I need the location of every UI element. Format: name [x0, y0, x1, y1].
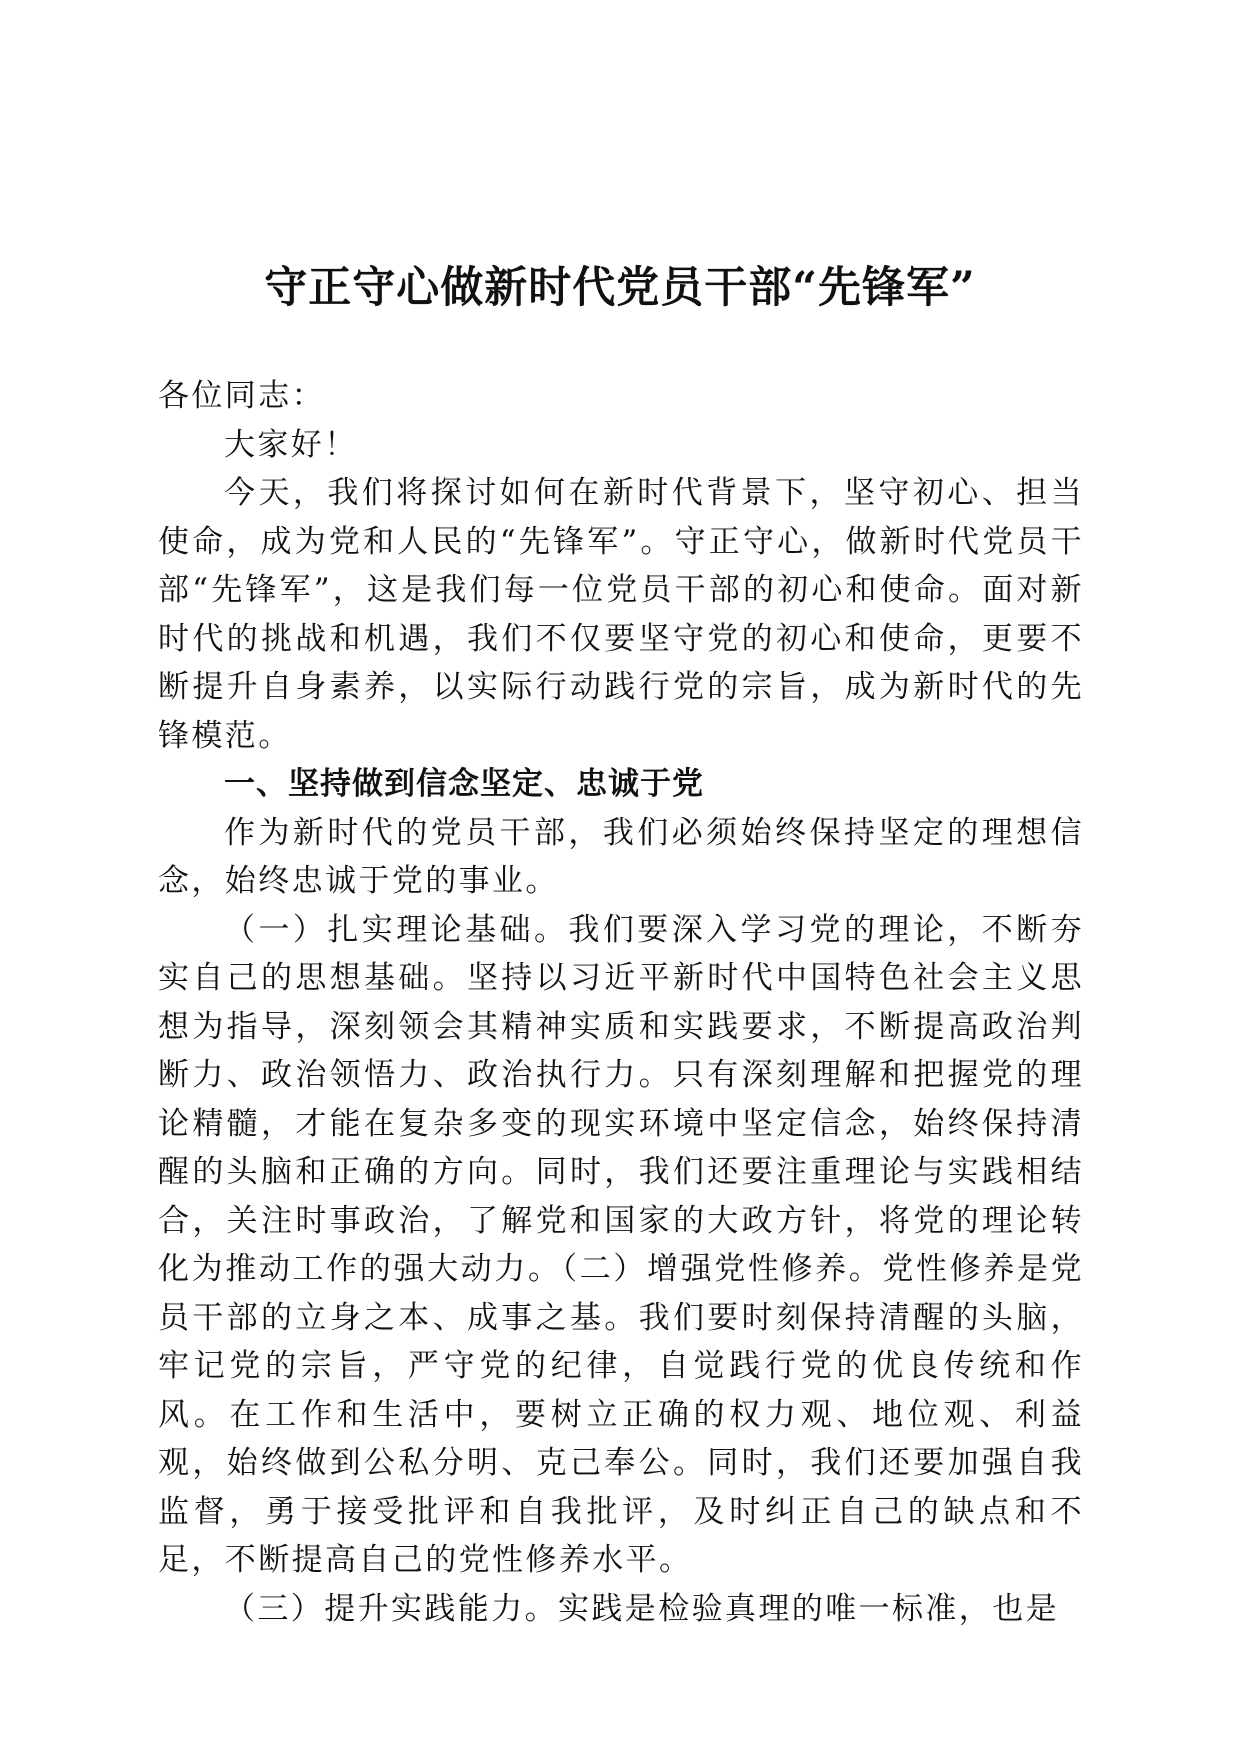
paragraph-subsection-3: （三）提升实践能力。实践是检验真理的唯一标准，也是: [224, 1590, 1059, 1627]
paragraph-subsection-1-2: （一）扎实理论基础。我们要深入学习党的理论，不断夯实自己的思想基础。坚持以习近平新时代中国特色社会主义思想为指导，深刻领会其精神实质和实践要求，不断提高政治判断力、政治领悟力、政治执行力。只有深刻理解和把握党的理论精髓，才能在复杂多变的现实环境中坚定信念，始终保持清醒的头脑和正确的方向。同时，我们还要注重理论与实践相结合，关注时事政治，了解党和国家的大政方针，将党的理论转化为推动工作的强大动力。（二）增强党性修养。党性修养是党员干部的立身之本、成事之基。我们要时刻保持清醒的头脑，牢记党的宗旨，严守党的纪律，自觉践行党的优良传统和作风。在工作和生活中，要树立正确的权力观、地位观、利益观，始终做到公私分明、克己奉公。同时，我们还要加强自我监督，勇于接受批评和自我批评，及时纠正自己的缺点和不足，不断提高自己的党性修养水平。: [158, 911, 1084, 1578]
paragraph-intro: 今天，我们将探讨如何在新时代背景下，坚守初心、担当使命，成为党和人民的“先锋军”。守正守心，做新时代党员干部“先锋军”，这是我们每一位党员干部的初心和使命。面对新时代的挑战和机遇，我们不仅要坚守党的初心和使命，更要不断提升自身素养，以实际行动践行党的宗旨，成为新时代的先锋模范。: [158, 475, 1084, 754]
salutation: 各位同志：: [158, 378, 325, 414]
document-body: [158, 372, 1084, 1633]
document-title: 守正守心做新时代党员干部“先锋军”: [264, 263, 976, 313]
paragraph-section-1-intro: 作为新时代的党员干部，我们必须始终保持坚定的理想信念，始终忠诚于党的事业。: [158, 814, 1084, 899]
greeting: 大家好！: [224, 426, 358, 463]
section-heading-1: 一、坚持做到信念坚定、忠诚于党: [224, 766, 704, 802]
